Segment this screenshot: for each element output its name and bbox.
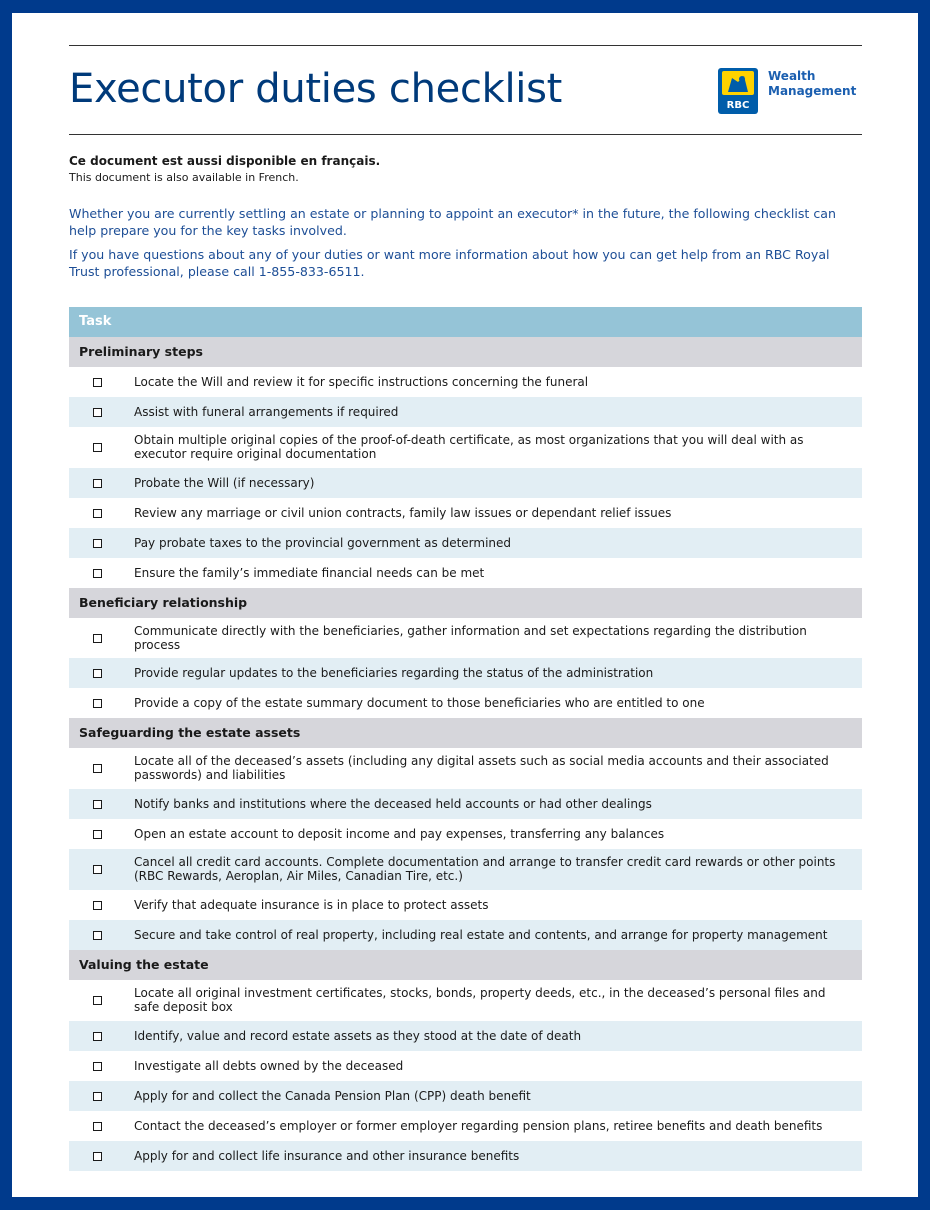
- task-text: Provide a copy of the estate summary document to those beneficiaries who are entitled to one: [134, 696, 705, 710]
- checkbox[interactable]: [93, 509, 102, 518]
- checkbox[interactable]: [93, 1062, 102, 1071]
- checkbox[interactable]: [93, 539, 102, 548]
- english-availability-note: This document is also available in French.: [69, 171, 299, 184]
- task-text: Review any marriage or civil union contracts, family law issues or dependant relief issues: [134, 506, 672, 520]
- checkbox[interactable]: [93, 1092, 102, 1101]
- checklist-row: [69, 1111, 862, 1141]
- task-text: Assist with funeral arrangements if required: [134, 405, 399, 419]
- checklist-row: [69, 468, 862, 498]
- checklist-row: [69, 427, 862, 468]
- logo-mark-text: RBC: [726, 100, 750, 111]
- header-divider: [69, 134, 862, 135]
- task-text: Communicate directly with the beneficiaries, gather information and set expectations regarding the distribution process: [134, 624, 807, 652]
- task-text: Notify banks and institutions where the deceased held accounts or had other dealings: [134, 797, 652, 811]
- checkbox[interactable]: [93, 569, 102, 578]
- section-beneficiary-relationship: Beneficiary relationship: [69, 588, 862, 618]
- checklist-row: [69, 658, 862, 688]
- page-title: Executor duties checklist: [69, 66, 563, 112]
- rbc-lion-shield-icon: [718, 68, 758, 114]
- checklist-row: [69, 367, 862, 397]
- checkbox[interactable]: [93, 800, 102, 809]
- top-divider: [69, 45, 862, 46]
- task-text: Apply for and collect life insurance and other insurance benefits: [134, 1149, 520, 1163]
- checklist-row: [69, 618, 862, 658]
- checklist-row: [69, 849, 862, 890]
- checkbox[interactable]: [93, 996, 102, 1005]
- checklist-row: [69, 980, 862, 1021]
- task-text: Open an estate account to deposit income and pay expenses, transferring any balances: [134, 827, 665, 841]
- section-safeguarding-estate-assets: Safeguarding the estate assets: [69, 718, 862, 748]
- task-text: Secure and take control of real property, including real estate and contents, and arrange for property management: [134, 928, 828, 942]
- checkbox[interactable]: [93, 764, 102, 773]
- checklist-row: [69, 1051, 862, 1081]
- intro-paragraph-2: If you have questions about any of your duties or want more information about how you can get help from an RBC Royal Trust professional, please call 1-855-833-6511.: [69, 247, 830, 279]
- checklist-row: [69, 1141, 862, 1171]
- section-preliminary-steps: Preliminary steps: [69, 337, 862, 367]
- task-text: Cancel all credit card accounts. Complete documentation and arrange to transfer credit card rewards or other points (RBC Rewards, Aeroplan, Air Miles, Canadian Tire, etc.): [134, 855, 836, 883]
- task-text: Locate all of the deceased’s assets (including any digital assets such as social media accounts and their associated passwords) and liabilities: [134, 754, 829, 782]
- french-availability-note: Ce document est aussi disponible en français.: [69, 154, 381, 168]
- logo-line-1: Wealth: [768, 69, 816, 83]
- task-text: Pay probate taxes to the provincial government as determined: [134, 536, 512, 550]
- checklist-row: [69, 920, 862, 950]
- checkbox[interactable]: [93, 634, 102, 643]
- checkbox[interactable]: [93, 865, 102, 874]
- intro-paragraph-1: Whether you are currently settling an estate or planning to appoint an executor* in the future, the following checklist can help prepare you for the key tasks involved.: [69, 206, 836, 238]
- task-text: Locate all original investment certificates, stocks, bonds, property deeds, etc., in the deceased’s personal files and safe deposit box: [134, 986, 826, 1014]
- checkbox[interactable]: [93, 931, 102, 940]
- document-page: [12, 13, 918, 1197]
- checkbox[interactable]: [93, 1122, 102, 1131]
- task-text: Locate the Will and review it for specific instructions concerning the funeral: [134, 375, 589, 389]
- checklist-row: [69, 498, 862, 528]
- task-text: Provide regular updates to the beneficiaries regarding the status of the administration: [134, 666, 654, 680]
- checklist-row: [69, 1021, 862, 1051]
- checkbox[interactable]: [93, 699, 102, 708]
- checklist-row: [69, 528, 862, 558]
- checkbox[interactable]: [93, 378, 102, 387]
- task-text: Probate the Will (if necessary): [134, 476, 315, 490]
- task-text: Contact the deceased’s employer or former employer regarding pension plans, retiree benefits and death benefits: [134, 1119, 823, 1133]
- checklist-row: [69, 789, 862, 819]
- checklist-row: [69, 748, 862, 789]
- checklist-row: [69, 1081, 862, 1111]
- section-valuing-the-estate: Valuing the estate: [69, 950, 862, 980]
- checkbox[interactable]: [93, 443, 102, 452]
- checkbox[interactable]: [93, 479, 102, 488]
- checkbox[interactable]: [93, 669, 102, 678]
- task-column-header: Task: [69, 307, 862, 337]
- checklist-table: [69, 307, 862, 1171]
- checklist-row: [69, 819, 862, 849]
- task-text: Obtain multiple original copies of the proof-of-death certificate, as most organizations that you will deal with as executor require original documentation: [134, 433, 804, 461]
- task-text: Identify, value and record estate assets as they stood at the date of death: [134, 1029, 582, 1043]
- checklist-row: [69, 397, 862, 427]
- checklist-row: [69, 558, 862, 588]
- checkbox[interactable]: [93, 901, 102, 910]
- checkbox[interactable]: [93, 1032, 102, 1041]
- checkbox[interactable]: [93, 1152, 102, 1161]
- task-text: Ensure the family’s immediate financial needs can be met: [134, 566, 485, 580]
- checklist-row: [69, 890, 862, 920]
- task-text: Apply for and collect the Canada Pension Plan (CPP) death benefit: [134, 1089, 531, 1103]
- checkbox[interactable]: [93, 408, 102, 417]
- rbc-wealth-management-logo: [718, 68, 858, 116]
- checkbox[interactable]: [93, 830, 102, 839]
- task-text: Investigate all debts owned by the deceased: [134, 1059, 404, 1073]
- logo-wordmark: [768, 69, 856, 99]
- checklist-row: [69, 688, 862, 718]
- task-text: Verify that adequate insurance is in place to protect assets: [134, 898, 489, 912]
- logo-line-2: Management: [768, 84, 857, 98]
